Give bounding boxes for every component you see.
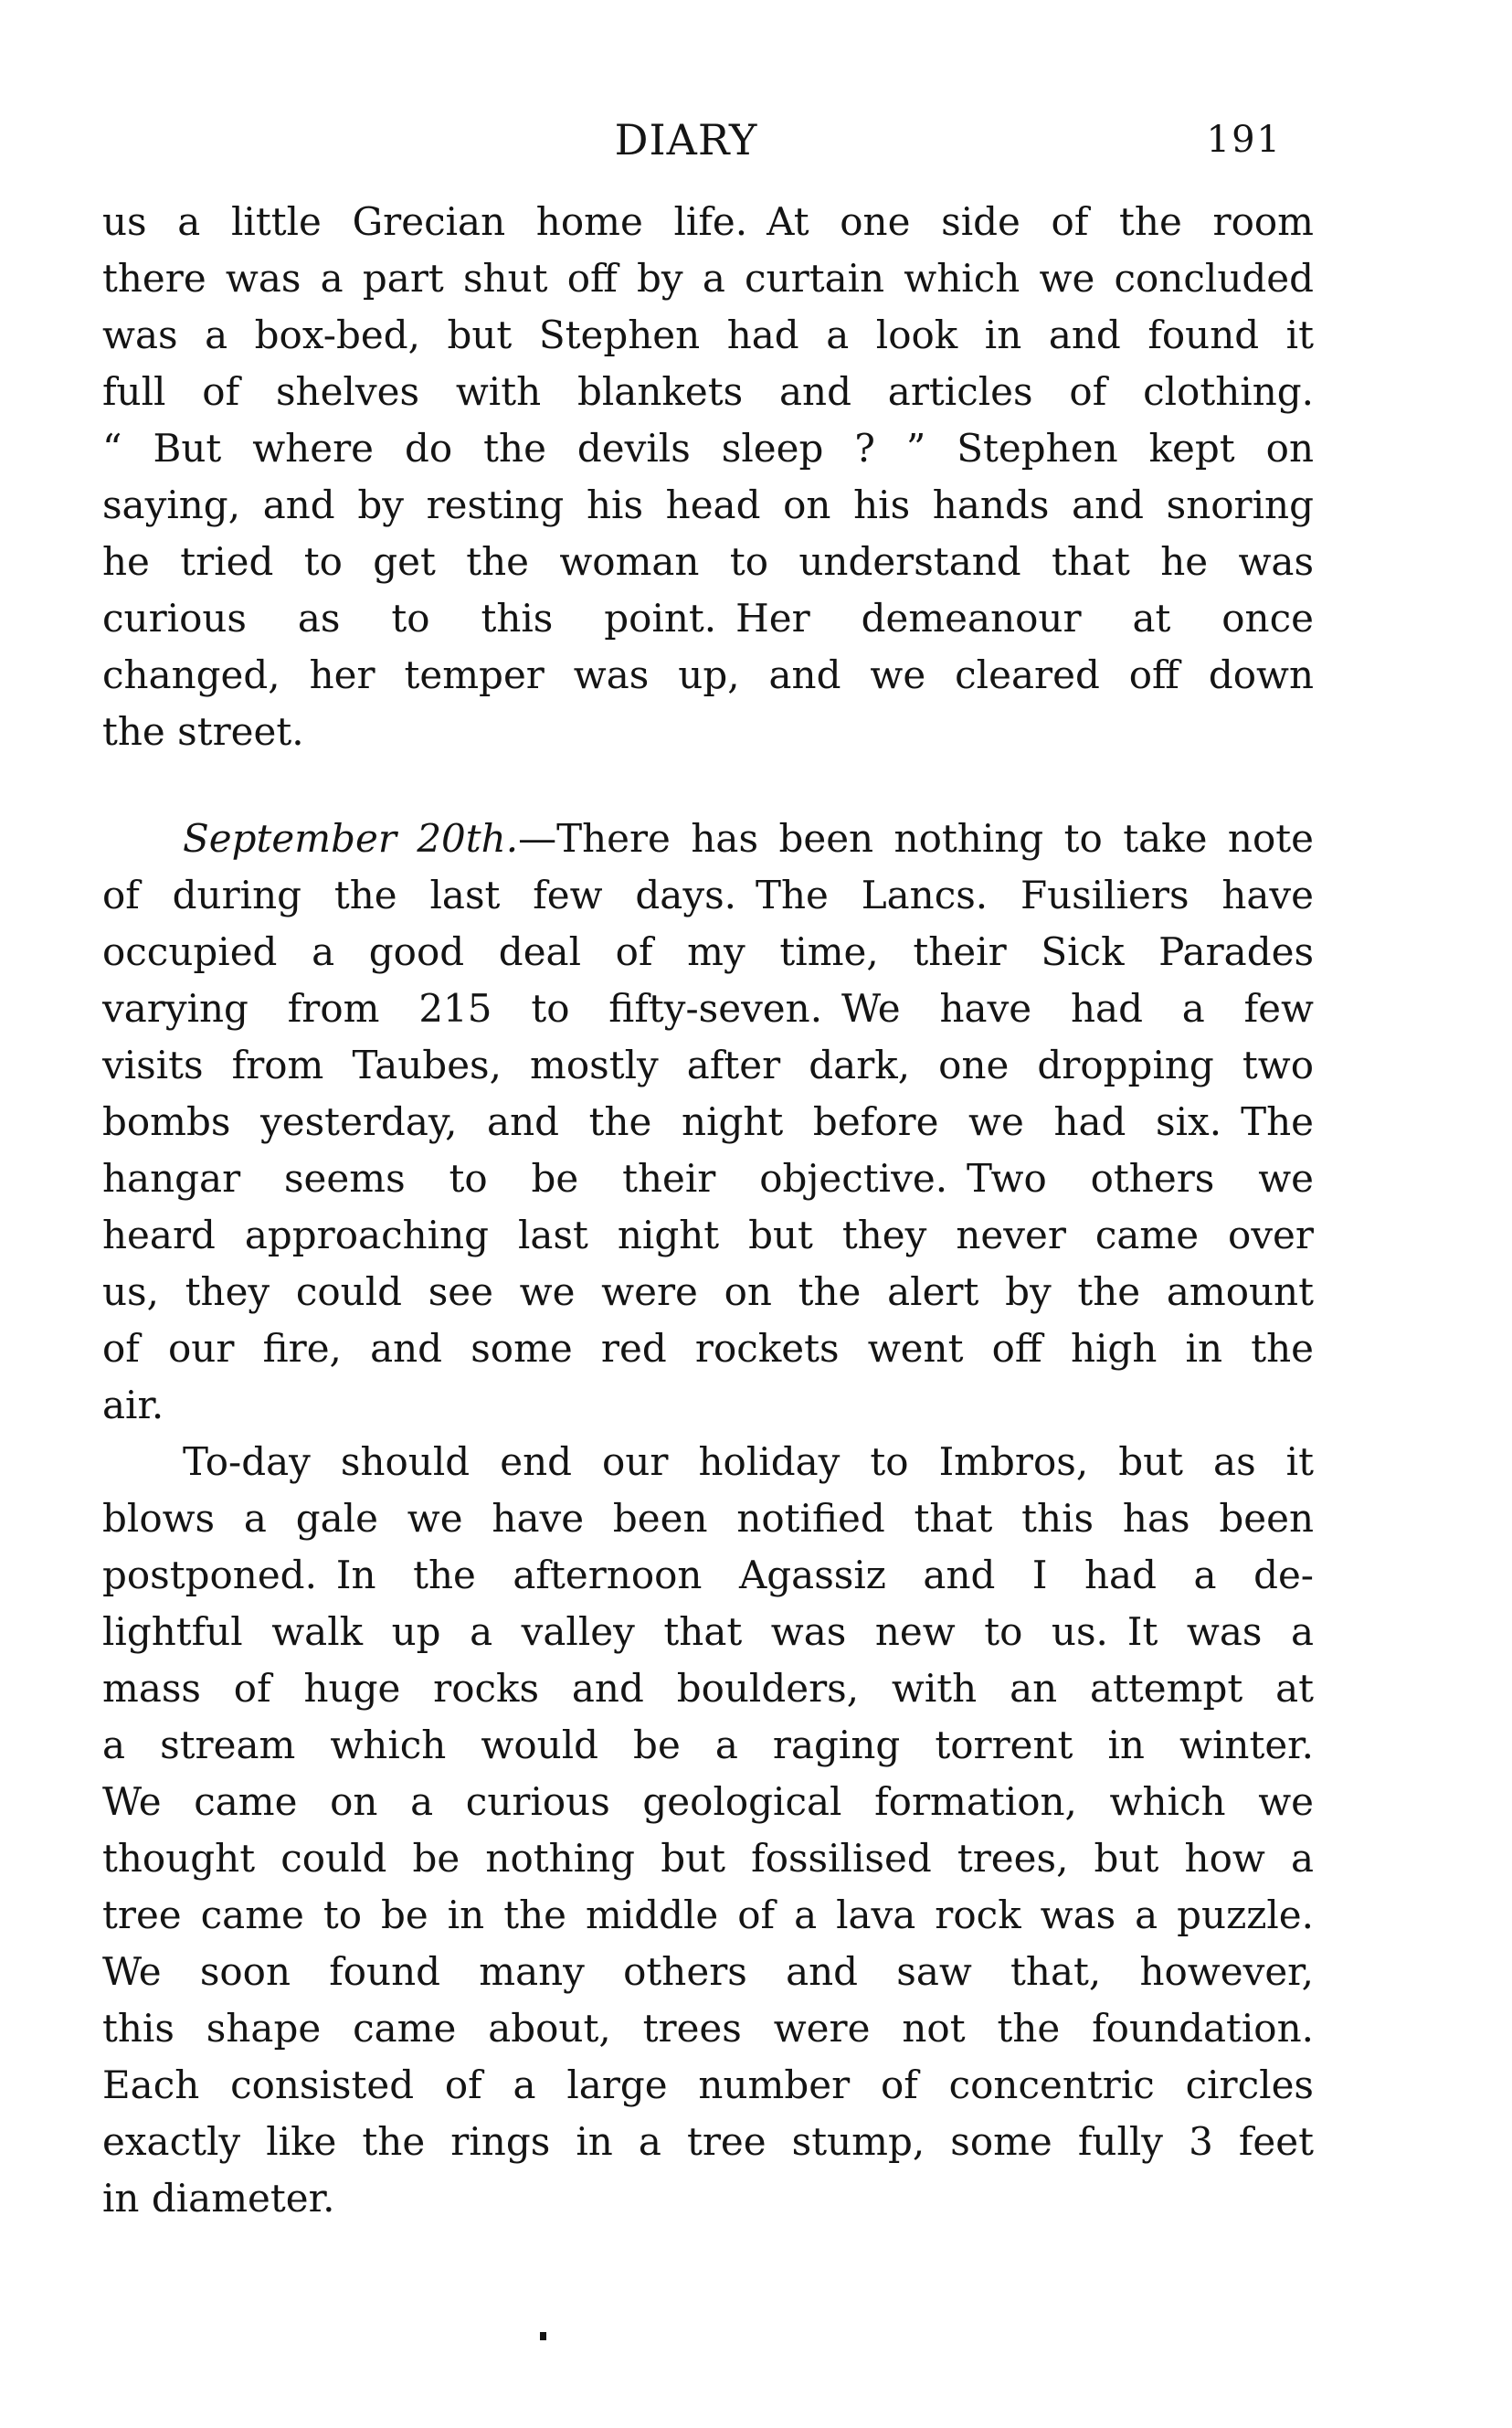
page-title: DIARY xyxy=(614,115,758,164)
date-heading: September 20th. xyxy=(183,816,519,861)
text-line: postponed. In the afternoon Agassiz and I had a de- xyxy=(102,1553,1314,1597)
text-line: air. xyxy=(102,1383,164,1427)
text-line: of our fire, and some red rockets went off high in the xyxy=(102,1326,1314,1371)
page-number: 191 xyxy=(1206,119,1282,161)
paragraph-september-20th xyxy=(102,811,1314,1434)
text-line: bombs yesterday, and the night before we had six. The xyxy=(102,1099,1314,1144)
text-line: Each consisted of a large number of concentric circles xyxy=(102,2062,1314,2107)
text-line: exactly like the rings in a tree stump, some fully 3 feet xyxy=(102,2119,1314,2164)
text-line: varying from 215 to fifty-seven. We have had a few xyxy=(102,986,1314,1031)
text-line: hangar seems to be their objective. Two others we xyxy=(102,1156,1314,1201)
text-line: To-day should end our holiday to Imbros, but as it xyxy=(183,1439,1314,1484)
text-line: lightful walk up a valley that was new to us. It was a xyxy=(102,1609,1314,1654)
running-head xyxy=(102,115,1314,170)
text-line: thought could be nothing but fossilised trees, but how a xyxy=(102,1836,1314,1881)
text-line: changed, her temper was up, and we cleared off down xyxy=(102,652,1314,697)
diary-text-block xyxy=(102,194,1314,2227)
text-line: We came on a curious geological formation, which we xyxy=(102,1779,1314,1824)
text-line: us, they could see we were on the alert by the amount xyxy=(102,1269,1314,1314)
text-line: in diameter. xyxy=(102,2176,335,2221)
text-line: the street. xyxy=(102,709,304,754)
text-line: us a little Grecian home life. At one side of the room xyxy=(102,199,1314,244)
text-line: visits from Taubes, mostly after dark, one dropping two xyxy=(102,1043,1314,1087)
text-line: there was a part shut off by a curtain which we concluded xyxy=(102,256,1314,301)
text-line: mass of huge rocks and boulders, with an attempt at xyxy=(102,1666,1314,1711)
text-line: September 20th.—There has been nothing to take note xyxy=(183,816,1314,861)
ink-speck xyxy=(540,2332,546,2340)
text-line: full of shelves with blankets and articles of clothing. xyxy=(102,369,1314,414)
paragraph-today xyxy=(102,1434,1314,2227)
text-line: was a box-bed, but Stephen had a look in and found it xyxy=(102,313,1314,357)
text-line: he tried to get the woman to understand that he was xyxy=(102,539,1314,584)
text-line: We soon found many others and saw that, however, xyxy=(102,1949,1314,1994)
text-line: “ But where do the devils sleep ? ” Stephen kept on xyxy=(102,426,1314,471)
text-line: curious as to this point. Her demeanour at once xyxy=(102,596,1314,641)
text-line: a stream which would be a raging torrent in winter. xyxy=(102,1723,1314,1767)
text-line: occupied a good deal of my time, their Sick Parades xyxy=(102,929,1314,974)
paragraph xyxy=(102,194,1314,760)
text-line: of during the last few days. The Lancs. Fusiliers have xyxy=(102,873,1314,917)
text-line: tree came to be in the middle of a lava rock was a puzzle. xyxy=(102,1893,1314,1937)
text-line: saying, and by resting his head on his hands and snoring xyxy=(102,482,1314,527)
text-line: this shape came about, trees were not the foundation. xyxy=(102,2006,1314,2051)
text-line: heard approaching last night but they never came over xyxy=(102,1213,1314,1257)
text-line: blows a gale we have been notified that this has been xyxy=(102,1496,1314,1541)
